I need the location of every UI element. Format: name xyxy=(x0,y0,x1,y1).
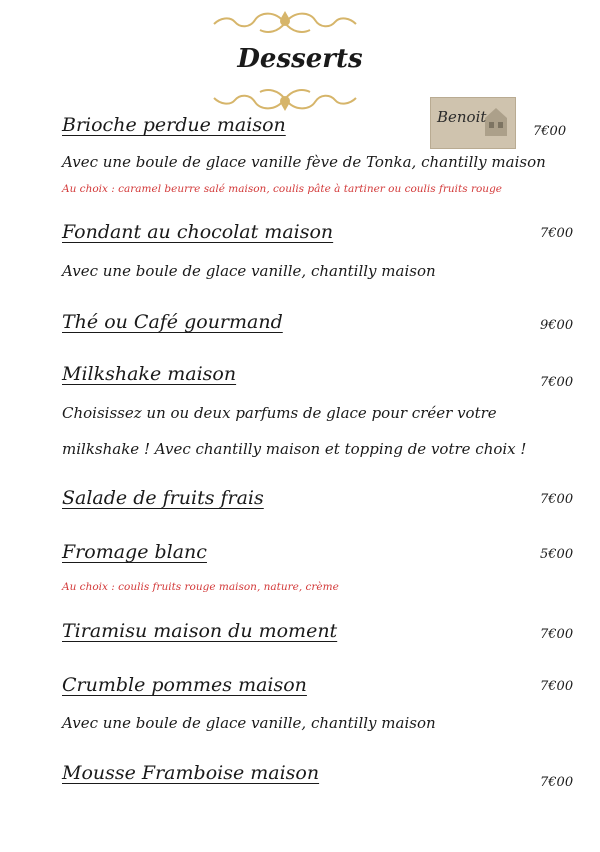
choice-note-fromage: Au choix : coulis fruits rouge maison, nature, crème xyxy=(62,581,339,593)
menu-item-mousse: Mousse Framboise maison xyxy=(62,762,320,784)
price-salade: 7€00 xyxy=(540,492,574,507)
menu-item-crumble: Crumble pommes maison xyxy=(62,674,307,696)
restaurant-logo xyxy=(430,97,516,149)
menu-item-brioche: Brioche perdue maison xyxy=(62,114,286,136)
price-tiramisu: 7€00 xyxy=(540,627,574,642)
page-title: Desserts xyxy=(237,44,363,74)
menu-item-fondant: Fondant au chocolat maison xyxy=(62,221,334,243)
choice-note-brioche: Au choix : caramel beurre salé maison, coulis pâte à tartiner ou coulis fruits rouge xyxy=(62,183,503,195)
price-fromage: 5€00 xyxy=(540,547,574,562)
menu-item-tiramisu: Tiramisu maison du moment xyxy=(62,620,338,642)
menu-item-fromage: Fromage blanc xyxy=(62,541,207,563)
menu-item-milkshake: Milkshake maison xyxy=(62,363,237,385)
logo-text: Benoit xyxy=(437,108,487,126)
description-milkshake-line2: milkshake ! Avec chantilly maison et topping de votre choix ! xyxy=(62,440,527,458)
description-milkshake-line1: Choisissez un ou deux parfums de glace pour créer votre xyxy=(62,404,497,422)
ornament-top-icon xyxy=(210,8,360,38)
description-fondant: Avec une boule de glace vanille, chantilly maison xyxy=(62,262,436,280)
description-crumble: Avec une boule de glace vanille, chantilly maison xyxy=(62,714,436,732)
price-mousse: 7€00 xyxy=(540,775,574,790)
menu-item-the-cafe: Thé ou Café gourmand xyxy=(62,311,283,333)
price-crumble: 7€00 xyxy=(540,679,574,694)
ornament-bottom-icon xyxy=(210,84,360,114)
description-brioche: Avec une boule de glace vanille fève de Tonka, chantilly maison xyxy=(62,153,546,171)
price-milkshake: 7€00 xyxy=(540,375,574,390)
price-brioche: 7€00 xyxy=(533,124,567,139)
menu-item-salade: Salade de fruits frais xyxy=(62,487,264,509)
price-fondant: 7€00 xyxy=(540,226,574,241)
price-the-cafe: 9€00 xyxy=(540,318,574,333)
house-icon xyxy=(483,104,509,138)
